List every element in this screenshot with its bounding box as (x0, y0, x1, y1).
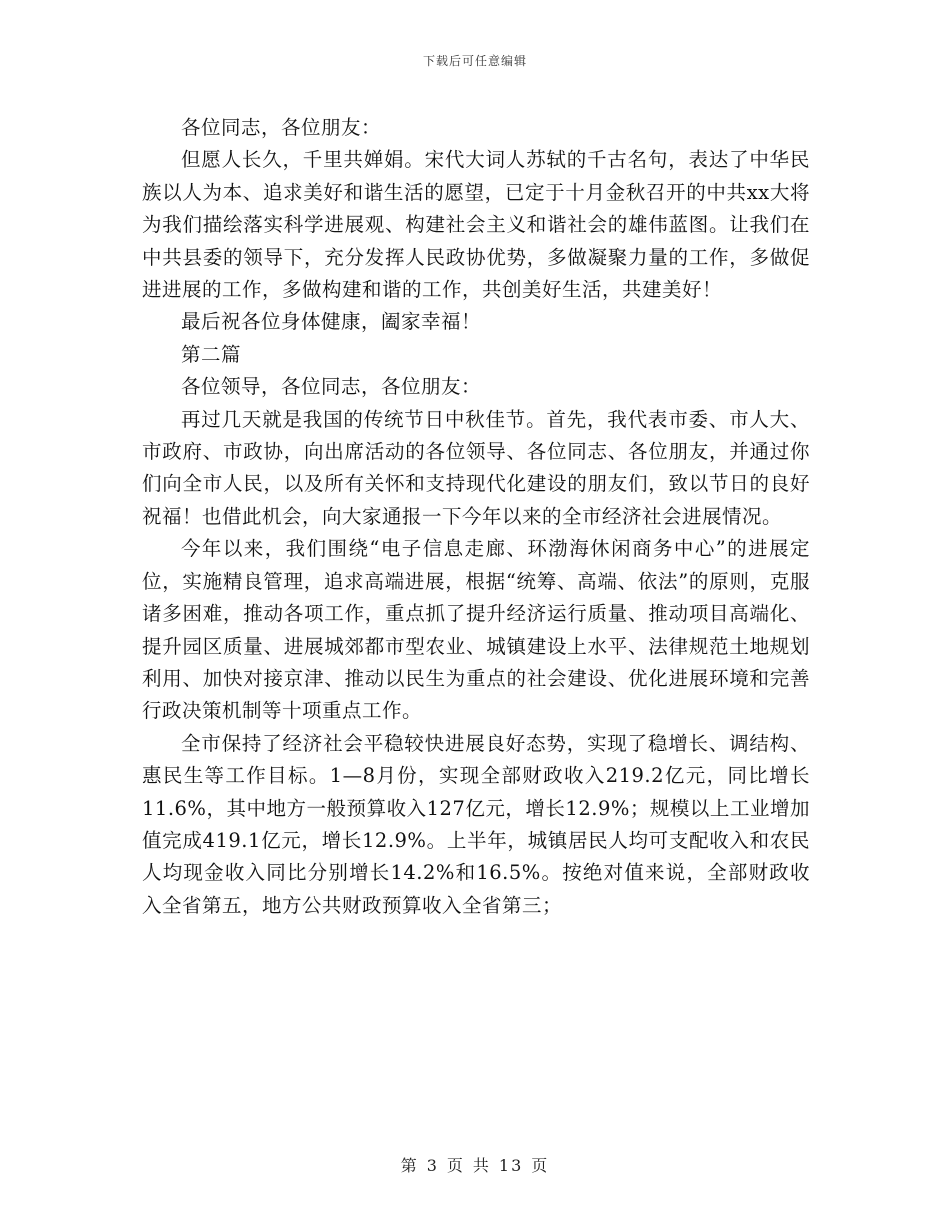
footer-total-pages: 13 (498, 1156, 524, 1175)
paragraph-body-3: 今年以来，我们围绕“电子信息走廊、环渤海休闲商务中心”的进展定位，实施精良管理，追求高端进展，根据“统筹、高端、依法”的原则，克服诸多困难，推动各项工作，重点抓了提升经济运行质量、推动项目高端化、提升园区质量、进展城郊都市型农业、城镇建设上水平、法律规范土地规划利用、加快对接京津、推动以民生为重点的社会建设、优化进展环境和完善行政决策机制等十项重点工作。 (142, 537, 810, 723)
footer-total-word: 页 (531, 1156, 550, 1175)
footer-page-number: 3 (426, 1156, 439, 1175)
section-heading: 第二篇 (181, 342, 242, 366)
paragraph-greeting: 各位同志，各位朋友： (181, 116, 382, 139)
document-body (142, 112, 810, 922)
paragraph-body-4: 全市保持了经济社会平稳较快进展良好态势，实现了稳增长、调结构、惠民生等工作目标。1—8月份，实现全部财政收入219.2亿元，同比增长11.6%，其中地方一般预算收入127亿元，增长12.9%；规模以上工业增加值完成419.1亿元，增长12.9%。上半年，城镇居民人均可支配收入和农民人均现金收入同比分别增长14.2%和16.5%。按绝对值来说，全部财政收入全省第五，地方公共财政预算收入全省第三； (142, 731, 810, 917)
footer-page-word: 页 (446, 1156, 465, 1175)
paragraph-greeting-2: 各位领导，各位同志，各位朋友： (181, 375, 482, 399)
paragraph-body: 但愿人长久，千里共婵娟。宋代大词人苏轼的千古名句，表达了中华民族以人为本、追求美好和谐生活的愿望，已定于十月金秋召开的中共xx大将为我们描绘落实科学进展观、构建社会主义和谐社会的雄伟蓝图。让我们在中共县委的领导下，充分发挥人民政协优势，多做凝聚力量的工作，多做促进进展的工作，多做构建和谐的工作，共创美好生活，共建美好！ (142, 148, 810, 302)
paragraph-body-2: 再过几天就是我国的传统节日中秋佳节。首先，我代表市委、市人大、市政府、市政协，向出席活动的各位领导、各位同志、各位朋友，并通过你们向全市人民，以及所有关怀和支持现代化建设的朋友们，致以节日的良好祝福！也借此机会，向大家通报一下今年以来的全市经济社会进展情况。 (142, 407, 810, 528)
footer-page-label: 第 (400, 1156, 419, 1175)
page-footer (0, 1153, 950, 1176)
paragraph-closing: 最后祝各位身体健康，阖家幸福！ (181, 310, 482, 334)
page-header: 下载后可任意编辑 (422, 54, 527, 68)
footer-total-label: 共 (472, 1156, 491, 1175)
